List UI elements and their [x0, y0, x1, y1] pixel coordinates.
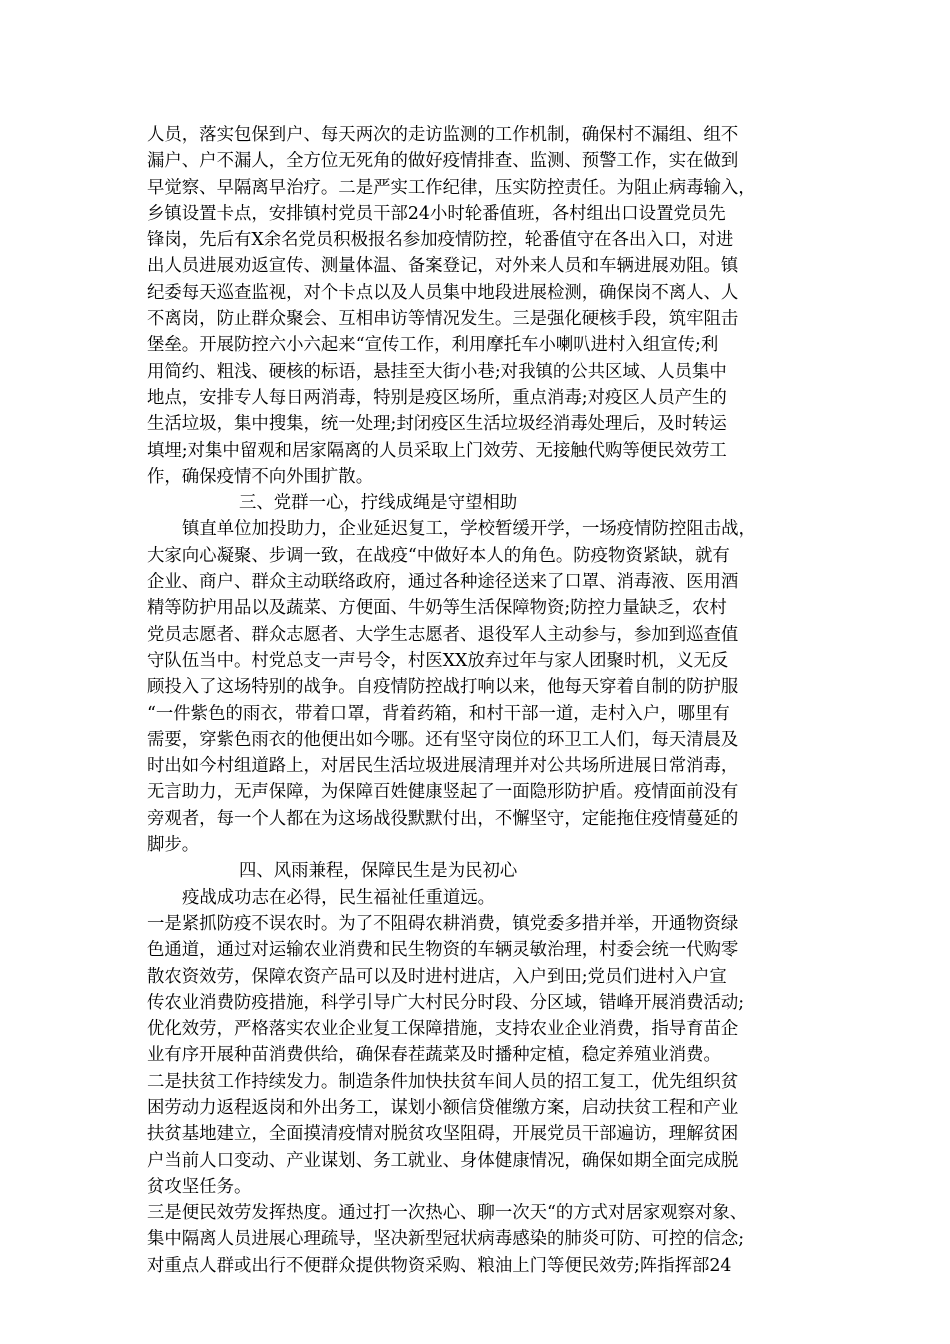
text-line: 纪委每天巡查监视，对个卡点以及人员集中地段进展检测，确保岗不离人、人 — [147, 282, 739, 303]
body-text — [147, 122, 807, 1279]
text-line: 一是紧抓防疫不误农时。为了不阻碍农耕消费，镇党委多措并举，开通物资绿 — [147, 913, 739, 934]
text-line: 锋岗，先后有X余名党员积极报名参加疫情防控，轮番值守在各出入口，对进 — [147, 230, 734, 251]
text-line: 时出如今村组道路上，对居民生活垃圾进展清理并对公共场所进展日常消毒， — [147, 756, 739, 777]
text-line: “一件紫色的雨衣，带着口罩，背着药箱，和村干部一道，走村入户，哪里有 — [147, 703, 730, 724]
text-line: 散农资效劳，保障农资产品可以及时进村进店，入户到田;党员们进村入户宣 — [147, 966, 727, 987]
text-line: 党员志愿者、群众志愿者、大学生志愿者、退役军人主动参与，参加到巡查值 — [147, 624, 739, 645]
text-line: 扶贫基地建立，全面摸清疫情对脱贫攻坚阻碍，开展党员干部遍访，理解贫困 — [147, 1124, 739, 1145]
text-line: 守队伍当中。村党总支一声号令，村医XX放弃过年与家人团聚时机，义无反 — [147, 650, 729, 671]
text-line: 优化效劳，严格落实农业企业复工保障措施，支持农业企业消费，指导育苗企 — [147, 1019, 739, 1040]
text-line: 乡镇设置卡点，安排镇村党员干部24小时轮番值班，各村组出口设置党员先 — [147, 203, 726, 224]
text-line: 传农业消费防疫措施，科学引导广大村民分时段、分区域，错峰开展消费活动; — [147, 992, 745, 1013]
text-line: 旁观者，每一个人都在为这场战役默默付出，不懈坚守，定能拖住疫情蔓延的 — [147, 808, 739, 829]
text-line: 色通道，通过对运输农业消费和民生物资的车辆灵敏治理，村委会统一代购零 — [147, 940, 739, 961]
text-line: 需要，穿紫色雨衣的他便出如今哪。还有坚守岗位的环卫工人们，每天清晨及 — [147, 729, 739, 750]
text-line: 无言助力，无声保障，为保障百姓健康竖起了一面隐形防护盾。疫情面前没有 — [147, 782, 739, 803]
text-line: 大家向心凝聚、步调一致，在战疫“中做好本人的角色。防疫物资紧缺，就有 — [147, 545, 730, 566]
text-line: 精等防护用品以及蔬菜、方便面、牛奶等生活保障物资;防控力量缺乏，农村 — [147, 598, 727, 619]
text-line: 不离岗，防止群众聚会、互相串访等情况发生。三是强化硬核手段，筑牢阻击 — [147, 309, 739, 330]
text-line: 困劳动力返程返岗和外出务工，谋划小额信贷催缴方案，启动扶贫工程和产业 — [147, 1097, 739, 1118]
text-line: 对重点人群或出行不便群众提供物资采购、粮油上门等便民效劳;阵指挥部24 — [147, 1255, 732, 1276]
text-line: 人员，落实包保到户、每天两次的走访监测的工作机制，确保村不漏组、组不 — [147, 125, 739, 145]
text-line: 用简约、粗浅、硬核的标语，悬挂至大街小巷;对我镇的公共区域、人员集中 — [147, 361, 727, 382]
text-line: 早觉察、早隔离早治疗。二是严实工作纪律，压实防控责任。为阻止病毒输入， — [147, 177, 756, 198]
text-line: 贫攻坚任务。 — [147, 1176, 252, 1197]
text-line: 集中隔离人员进展心理疏导，坚决新型冠状病毒感染的肺炎可防、可控的信念; — [147, 1229, 745, 1250]
text-line: 堡垒。开展防控六小六起来“宣传工作，利用摩托车小喇叭进村入组宣传;利 — [147, 335, 719, 356]
section-heading: 三、党群一心，拧线成绳是守望相助 — [239, 493, 518, 514]
text-line: 业有序开展种苗消费供给，确保春茬蔬菜及时播种定植，稳定养殖业消费。 — [147, 1045, 721, 1066]
text-line: 企业、商户、群众主动联络政府，通过各种途径送来了口罩、消毒液、医用酒 — [147, 572, 739, 593]
text-line: 户当前人口变动、产业谋划、务工就业、身体健康情况，确保如期全面完成脱 — [147, 1150, 739, 1171]
text-line: 疫战成功志在必得，民生福祉任重道远。 — [182, 887, 496, 908]
text-line: 镇直单位加投助力，企业延迟复工，学校暂缓开学，一场疫情防控阻击战， — [182, 519, 756, 540]
text-line: 作，确保疫情不向外围扩散。 — [147, 466, 374, 487]
text-line: 三是便民效劳发挥热度。通过打一次热心、聊一次天“的方式对居家观察对象、 — [147, 1203, 748, 1224]
text-line: 地点，安排专人每日两消毒，特别是疫区场所，重点消毒;对疫区人员产生的 — [147, 387, 727, 408]
text-line: 二是扶贫工作持续发力。制造条件加快扶贫车间人员的招工复工，优先组织贫 — [147, 1071, 739, 1092]
text-line: 漏户、户不漏人，全方位无死角的做好疫情排查、监测、预警工作，实在做到 — [147, 151, 739, 172]
text-line: 脚步。 — [147, 835, 200, 856]
text-line: 出人员进展劝返宣传、测量体温、备案登记，对外来人员和车辆进展劝阻。镇 — [147, 256, 739, 277]
text-line: 填埋;对集中留观和居家隔离的人员采取上门效劳、无接触代购等便民效劳工 — [147, 440, 727, 461]
section-heading: 四、风雨兼程，保障民生是为民初心 — [239, 861, 518, 882]
text-line: 顾投入了这场特别的战争。自疫情防控战打响以来，他每天穿着自制的防护服 — [147, 677, 739, 698]
text-line: 生活垃圾，集中搜集，统一处理;封闭疫区生活垃圾经消毒处理后，及时转运 — [147, 414, 727, 435]
